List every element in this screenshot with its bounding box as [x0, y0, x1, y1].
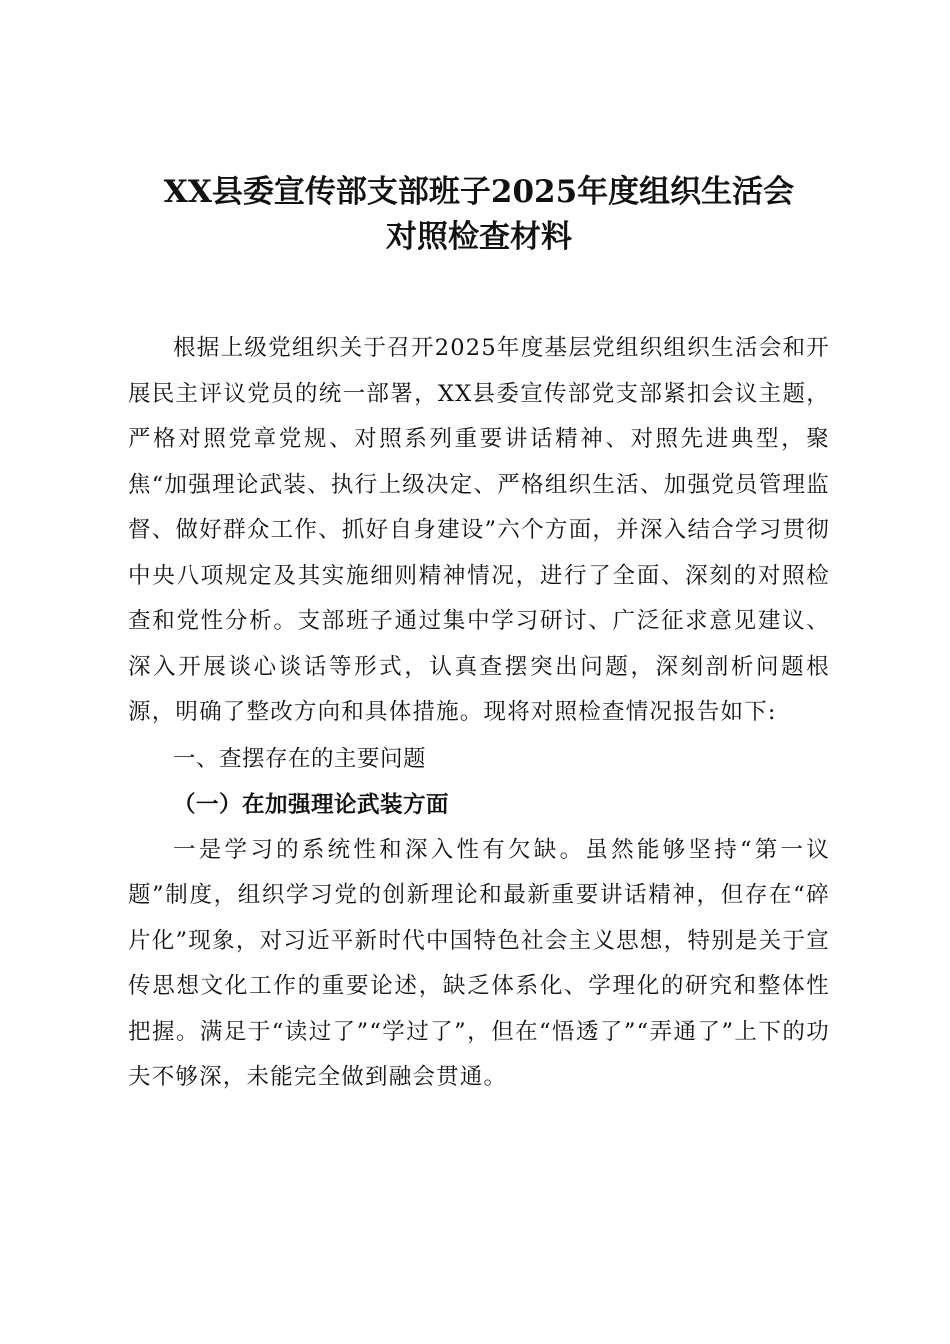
- subsection-heading: （一）在加强理论武装方面: [173, 791, 450, 818]
- document-title-line-2: 对照检查材料: [386, 219, 572, 255]
- section-heading: 一、查摆存在的主要问题: [173, 745, 427, 772]
- document-title-line-1: XX县委宣传部支部班子2025年度组织生活会: [163, 174, 795, 210]
- subsection-paragraph: 一是学习的系统性和深入性有欠缺。虽然能够坚持“第一议题”制度，组织学习党的创新理论和最新重要讲话精神，但存在“碎片化”现象，对习近平新时代中国特色社会主义思想，特别是关于宣传思想文化工作的重要论述，缺乏体系化、学理化的研究和整体性把握。满足于“读过了”“学过了”，但在“悟透了”“弄通了”上下的功夫不够深，未能完全做到融会贯通。: [128, 836, 830, 1090]
- intro-paragraph: 根据上级党组织关于召开2025年度基层党组织组织生活会和开展民主评议党员的统一部署，XX县委宣传部党支部紧扣会议主题，严格对照党章党规、对照系列重要讲话精神、对照先进典型，聚焦“加强理论武装、执行上级决定、严格组织生活、加强党员管理监督、做好群众工作、抓好自身建设”六个方面，并深入结合学习贯彻中央八项规定及其实施细则精神情况，进行了全面、深刻的对照检查和党性分析。支部班子通过集中学习研讨、广泛征求意见建议、深入开展谈心谈话等形式，认真查摆突出问题，深刻剖析问题根源，明确了整改方向和具体措施。现将对照检查情况报告如下:: [128, 335, 830, 725]
- document-title: [128, 170, 830, 260]
- document-content: [128, 170, 830, 1101]
- document-body: [128, 326, 830, 1101]
